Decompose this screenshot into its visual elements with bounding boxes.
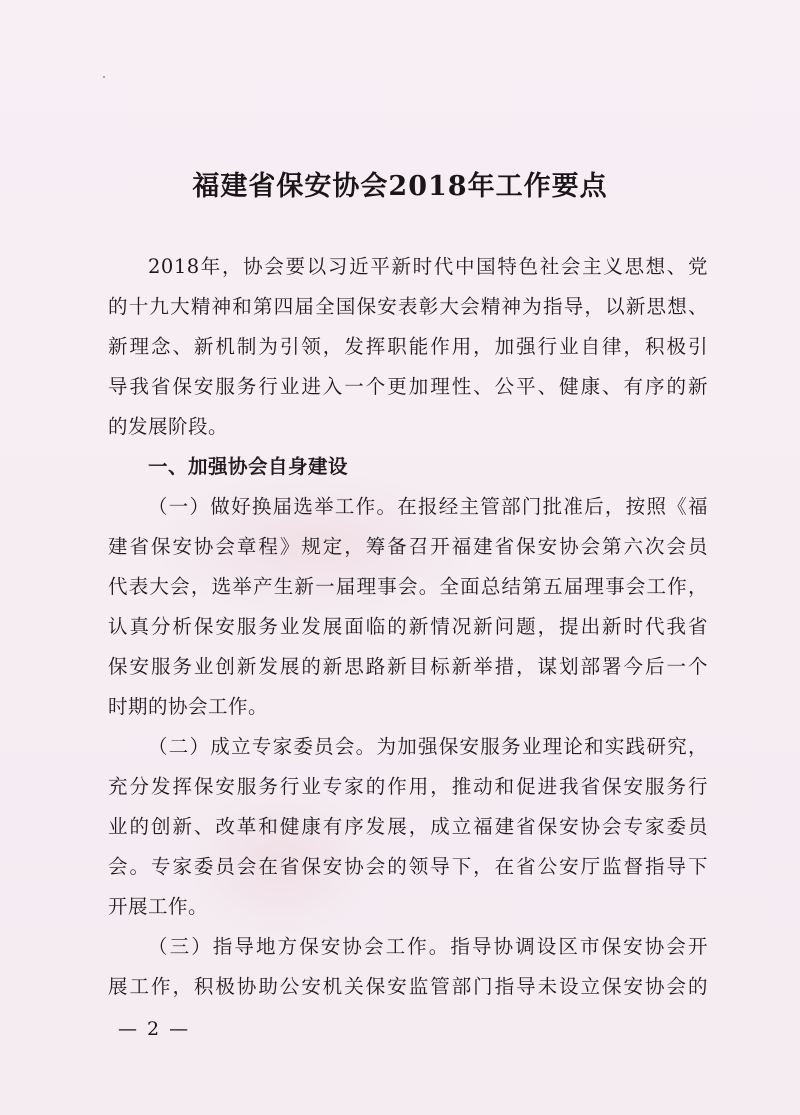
document-title: 福建省保安协会2018年工作要点 xyxy=(192,171,608,202)
scan-dot xyxy=(103,76,105,78)
text-line: 认真分析保安服务业发展面临的新情况新问题，提出新时代我省 xyxy=(108,615,708,638)
text-line: 导我省保安服务行业进入一个更加理性、公平、健康、有序的新 xyxy=(108,375,708,398)
document-body xyxy=(108,247,708,1007)
text-line: 充分发挥保安服务行业专家的作用，推动和促进我省保安服务行 xyxy=(108,775,708,798)
text-line: （一）做好换届选举工作。在报经主管部门批准后，按照《福 xyxy=(148,495,708,518)
text-line: 展工作，积极协助公安机关保安监管部门指导未设立保安协会的 xyxy=(108,975,708,998)
text-line: 开展工作。 xyxy=(108,895,209,918)
section-heading: 一、加强协会自身建设 xyxy=(148,455,349,478)
text-line: 的十九大精神和第四届全国保安表彰大会精神为指导，以新思想、 xyxy=(108,295,708,318)
page-number: — 2 — xyxy=(118,1018,191,1040)
text-line: 业的创新、改革和健康有序发展，成立福建省保安协会专家委员 xyxy=(108,815,708,838)
text-line: 建省保安协会章程》规定，筹备召开福建省保安协会第六次会员 xyxy=(108,535,708,558)
text-line: 时期的协会工作。 xyxy=(108,695,269,718)
text-line: 新理念、新机制为引领，发挥职能作用，加强行业自律，积极引 xyxy=(108,335,708,358)
text-line: 代表大会，选举产生新一届理事会。全面总结第五届理事会工作， xyxy=(108,575,708,598)
text-line: 2018年，协会要以习近平新时代中国特色社会主义思想、党 xyxy=(148,255,708,278)
text-line: （二）成立专家委员会。为加强保安服务业理论和实践研究， xyxy=(148,735,708,758)
text-line: （三）指导地方保安协会工作。指导协调设区市保安协会开 xyxy=(148,935,708,958)
text-line: 保安服务业创新发展的新思路新目标新举措，谋划部署今后一个 xyxy=(108,655,708,678)
text-line: 的发展阶段。 xyxy=(108,415,229,438)
text-line: 会。专家委员会在省保安协会的领导下，在省公安厅监督指导下 xyxy=(108,855,708,878)
